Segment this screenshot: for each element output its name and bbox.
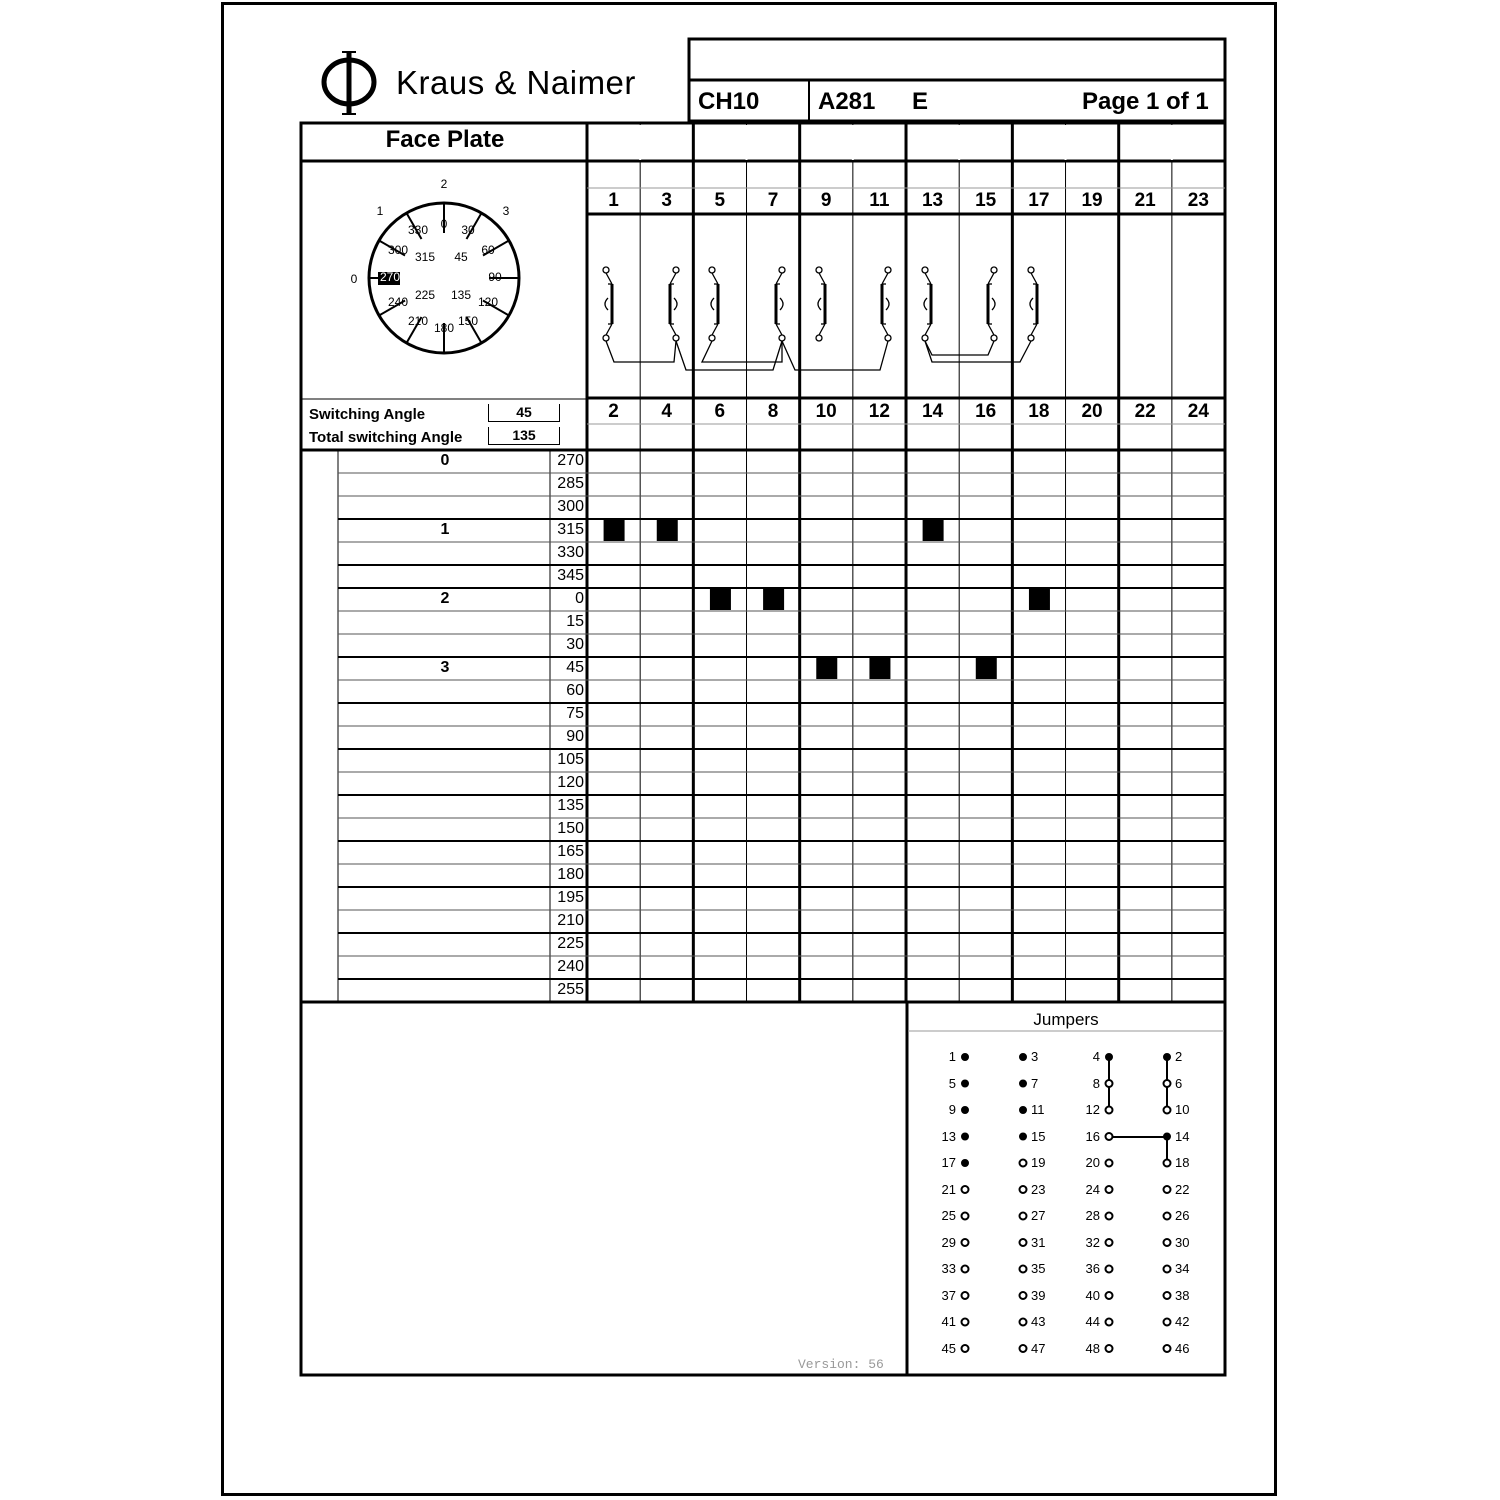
jumper-terminal-icon <box>1106 1213 1113 1220</box>
jumper-terminal-label: 39 <box>1031 1287 1046 1303</box>
dial-angle-label: 150 <box>457 314 479 328</box>
column-number-top: 5 <box>714 190 726 211</box>
jumper-terminal-icon <box>1020 1160 1027 1167</box>
jumper-terminal-icon <box>1164 1054 1171 1061</box>
jumper-terminal-icon <box>962 1213 969 1220</box>
jumper-terminal-label: 37 <box>941 1287 956 1303</box>
jumper-terminal-icon <box>1020 1186 1027 1193</box>
jumper-terminal-icon <box>962 1054 969 1061</box>
jumper-terminal-icon <box>1106 1266 1113 1273</box>
dial-position-label: 1 <box>376 204 384 218</box>
jumper-terminal-label: 18 <box>1175 1155 1190 1170</box>
column-number-bottom: 4 <box>661 401 672 422</box>
jumper-terminal-icon <box>1164 1107 1171 1114</box>
row-angle: 240 <box>557 958 584 975</box>
dial-angle-label: 330 <box>407 223 429 237</box>
row-angle: 315 <box>557 521 584 538</box>
jumper-terminal-icon <box>1164 1266 1171 1273</box>
jumper-terminal-icon <box>962 1133 969 1140</box>
row-angle: 15 <box>566 613 584 630</box>
header-page: Page 1 of 1 <box>1082 88 1209 115</box>
jumper-terminal-label: 10 <box>1175 1102 1190 1117</box>
row-angle: 0 <box>575 590 584 607</box>
jumper-terminal-icon <box>962 1186 969 1193</box>
jumper-terminal-icon <box>1164 1239 1171 1246</box>
jumper-terminal-label: 47 <box>1031 1340 1046 1356</box>
column-number-bottom: 12 <box>868 401 890 422</box>
jumper-terminal-label: 32 <box>1085 1234 1100 1250</box>
jumper-terminal-label: 17 <box>941 1155 956 1170</box>
row-angle: 75 <box>566 705 584 722</box>
face-plate-title: Face Plate <box>385 126 505 153</box>
jumper-terminal-label: 34 <box>1175 1261 1190 1276</box>
column-number-top: 3 <box>661 190 672 211</box>
jumper-terminal-label: 12 <box>1085 1102 1100 1117</box>
jumper-terminal-label: 22 <box>1175 1181 1190 1197</box>
jumper-terminal-label: 38 <box>1175 1287 1190 1303</box>
jumper-terminal-icon <box>1020 1213 1027 1220</box>
jumper-terminal-icon <box>1020 1292 1027 1299</box>
jumper-terminal-label: 1 <box>948 1049 956 1064</box>
jumpers-title: Jumpers <box>1033 1010 1099 1029</box>
jumper-terminal-icon <box>962 1107 969 1114</box>
jumper-terminal-label: 19 <box>1031 1155 1046 1170</box>
jumper-terminal-label: 30 <box>1175 1234 1190 1250</box>
row-angle: 165 <box>557 843 584 860</box>
row-angle: 345 <box>557 567 584 584</box>
row-angle: 30 <box>566 636 584 653</box>
row-angle: 135 <box>557 797 584 814</box>
dial-angle-label: 60 <box>481 243 495 257</box>
jumper-terminal-icon <box>1164 1160 1171 1167</box>
jumper-terminal-label: 28 <box>1085 1208 1100 1223</box>
jumper-terminal-label: 27 <box>1031 1208 1046 1223</box>
jumper-terminal-icon <box>962 1239 969 1246</box>
jumper-terminal-icon <box>1106 1133 1113 1140</box>
jumper-terminal-icon <box>1164 1345 1171 1352</box>
jumper-terminal-label: 15 <box>1031 1128 1046 1144</box>
jumper-terminal-icon <box>1106 1239 1113 1246</box>
jumper-terminal-icon <box>1106 1319 1113 1326</box>
dial-angle-label: 300 <box>387 243 409 257</box>
row-angle: 285 <box>557 475 584 492</box>
jumper-terminal-label: 7 <box>1031 1075 1039 1091</box>
brand-name: Kraus & Naimer <box>396 64 636 101</box>
jumper-terminal-label: 26 <box>1175 1208 1190 1223</box>
dial-angle-label: 135 <box>450 288 472 302</box>
jumper-terminal-icon <box>962 1160 969 1167</box>
jumper-terminal-icon <box>1020 1133 1027 1140</box>
jumper-terminal-label: 2 <box>1175 1049 1183 1064</box>
dial-position-label: 3 <box>502 204 510 218</box>
jumper-terminal-label: 41 <box>941 1314 956 1329</box>
dial-position-label: 2 <box>440 177 448 191</box>
jumper-terminal-icon <box>962 1266 969 1273</box>
jumper-terminal-icon <box>1106 1080 1113 1087</box>
row-angle: 60 <box>566 682 584 699</box>
column-number-top: 7 <box>767 190 779 211</box>
jumper-terminal-label: 11 <box>1031 1102 1045 1117</box>
jumper-terminal-label: 16 <box>1085 1128 1100 1144</box>
row-angle: 90 <box>566 728 584 745</box>
jumper-terminal-icon <box>1020 1345 1027 1352</box>
jumper-terminal-label: 3 <box>1031 1049 1039 1064</box>
column-number-top: 13 <box>921 190 944 211</box>
jumper-terminal-icon <box>962 1345 969 1352</box>
header-variant: E <box>912 88 929 115</box>
jumper-terminal-icon <box>1020 1080 1027 1087</box>
jumper-terminal-icon <box>1106 1160 1113 1167</box>
jumper-terminal-label: 31 <box>1031 1234 1046 1250</box>
column-number-top: 23 <box>1187 190 1209 211</box>
dial-position-label: 0 <box>350 272 358 286</box>
row-angle: 150 <box>557 820 584 837</box>
row-angle: 120 <box>557 774 584 791</box>
row-position: 1 <box>440 521 450 538</box>
row-position: 2 <box>440 590 450 607</box>
column-number-bottom: 24 <box>1187 401 1209 422</box>
header-part: A281 <box>818 88 876 115</box>
dial-angle-label: 30 <box>461 223 475 237</box>
jumper-terminal-icon <box>1020 1054 1027 1061</box>
column-number-bottom: 22 <box>1134 401 1156 422</box>
jumper-terminal-icon <box>1020 1107 1027 1114</box>
jumper-terminal-icon <box>1020 1319 1027 1326</box>
dial-angle-label: 315 <box>414 250 436 264</box>
total-switching-angle-label: Total switching Angle <box>309 429 463 446</box>
jumper-terminal-label: 48 <box>1085 1340 1100 1356</box>
jumper-terminal-label: 42 <box>1175 1314 1190 1329</box>
row-angle: 210 <box>557 912 584 929</box>
jumper-terminal-icon <box>1020 1239 1027 1246</box>
jumper-terminal-label: 46 <box>1175 1340 1190 1356</box>
column-number-bottom: 18 <box>1028 401 1050 422</box>
dial-angle-label: 120 <box>477 295 499 309</box>
jumper-terminal-icon <box>1106 1345 1113 1352</box>
dial-angle-label: 210 <box>407 314 429 328</box>
jumper-terminal-label: 33 <box>941 1261 956 1276</box>
jumper-terminal-icon <box>962 1319 969 1326</box>
jumper-terminal-icon <box>1020 1266 1027 1273</box>
column-number-top: 11 <box>869 190 890 211</box>
row-angle: 225 <box>557 935 584 952</box>
column-number-bottom: 10 <box>815 401 837 422</box>
column-number-bottom: 6 <box>714 401 726 422</box>
dial-angle-label: 225 <box>414 288 436 302</box>
jumper-terminal-icon <box>1164 1292 1171 1299</box>
row-position: 0 <box>440 452 450 469</box>
jumper-terminal-label: 4 <box>1092 1049 1100 1064</box>
jumper-terminal-label: 25 <box>941 1208 956 1223</box>
jumper-terminal-label: 9 <box>948 1102 956 1117</box>
row-angle: 105 <box>557 751 584 768</box>
row-angle: 180 <box>557 866 584 883</box>
column-number-bottom: 14 <box>921 401 944 422</box>
jumper-terminal-label: 21 <box>941 1181 956 1197</box>
row-angle: 255 <box>557 981 584 998</box>
jumper-terminal-label: 6 <box>1175 1075 1183 1091</box>
switching-angle-label: Switching Angle <box>309 406 426 423</box>
jumper-terminal-icon <box>1106 1107 1113 1114</box>
total-switching-angle-value: 135 <box>488 427 560 445</box>
row-angle: 195 <box>557 889 584 906</box>
column-number-top: 1 <box>608 190 619 211</box>
row-angle: 300 <box>557 498 584 515</box>
jumper-terminal-label: 13 <box>941 1128 956 1144</box>
column-number-top: 19 <box>1081 190 1103 211</box>
header-code: CH10 <box>698 88 760 115</box>
jumper-terminal-label: 40 <box>1085 1287 1100 1303</box>
column-number-top: 21 <box>1134 190 1156 211</box>
jumper-terminal-label: 44 <box>1085 1314 1100 1329</box>
row-angle: 270 <box>557 452 584 469</box>
column-number-bottom: 8 <box>767 401 779 422</box>
dial-angle-label: 45 <box>454 250 468 264</box>
column-number-top: 9 <box>820 190 832 211</box>
column-number-bottom: 2 <box>608 401 619 422</box>
jumper-terminal-icon <box>1164 1080 1171 1087</box>
column-number-bottom: 16 <box>975 401 997 422</box>
jumper-terminal-icon <box>1164 1213 1171 1220</box>
row-position: 3 <box>440 659 450 676</box>
jumper-terminal-label: 29 <box>941 1234 956 1250</box>
column-number-bottom: 20 <box>1081 401 1103 422</box>
jumper-terminal-icon <box>1106 1186 1113 1193</box>
dial-angle-label: 240 <box>387 295 409 309</box>
jumper-terminal-label: 5 <box>948 1075 956 1091</box>
jumper-terminal-icon <box>1164 1319 1171 1326</box>
jumper-terminal-icon <box>962 1080 969 1087</box>
jumper-terminal-icon <box>1164 1186 1171 1193</box>
jumper-terminal-label: 35 <box>1031 1261 1046 1276</box>
dial-angle-label: 90 <box>488 270 502 284</box>
jumper-terminal-label: 45 <box>941 1340 956 1356</box>
dial-angle-label: 180 <box>433 321 455 335</box>
jumper-terminal-label: 24 <box>1085 1181 1100 1197</box>
jumper-terminal-icon <box>1164 1133 1171 1140</box>
row-angle: 330 <box>557 544 584 561</box>
jumper-terminal-label: 14 <box>1175 1128 1190 1144</box>
column-number-top: 15 <box>975 190 997 211</box>
jumper-terminal-label: 23 <box>1031 1181 1046 1197</box>
row-angle: 45 <box>566 659 584 676</box>
jumper-terminal-label: 43 <box>1031 1314 1046 1329</box>
jumper-terminal-icon <box>962 1292 969 1299</box>
dial-angle-label: 270 <box>379 270 401 284</box>
jumper-terminal-icon <box>1106 1054 1113 1061</box>
jumper-terminal-label: 20 <box>1085 1155 1100 1170</box>
version-label: Version: 56 <box>798 1357 884 1372</box>
jumper-terminal-label: 8 <box>1092 1075 1100 1091</box>
column-number-top: 17 <box>1028 190 1050 211</box>
jumper-terminal-icon <box>1106 1292 1113 1299</box>
jumper-terminal-label: 36 <box>1085 1261 1100 1276</box>
switching-angle-value: 45 <box>488 404 560 422</box>
dial-angle-label: 0 <box>440 217 448 231</box>
